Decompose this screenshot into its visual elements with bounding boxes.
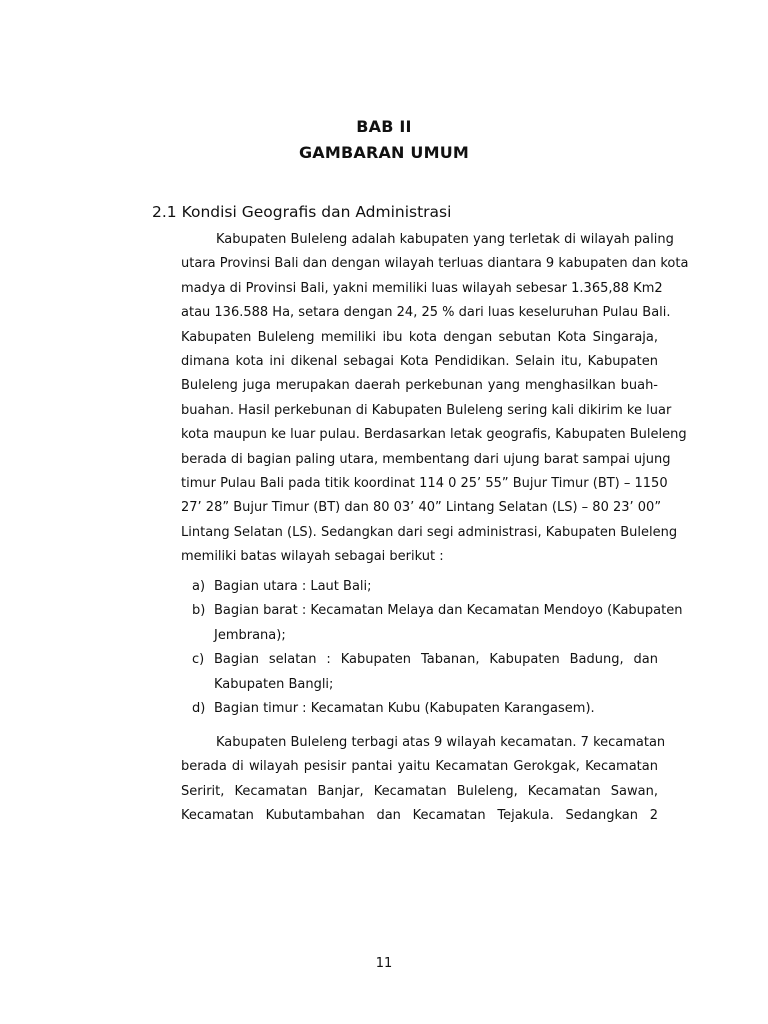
paragraph-line: Kabupaten Buleleng terbagi atas 9 wilayah kecamatan. 7 kecamatan bbox=[216, 735, 666, 750]
paragraph-line: Kecamatan Kubutambahan dan Kecamatan Tejakula. Sedangkan 2 bbox=[181, 808, 658, 824]
list-item bbox=[192, 648, 658, 697]
paragraph-line: Kabupaten Buleleng adalah kabupaten yang terletak di wilayah paling bbox=[216, 232, 674, 247]
paragraph-line: Seririt, Kecamatan Banjar, Kecamatan Buleleng, Kecamatan Sawan, bbox=[181, 783, 658, 799]
list-marker: d) bbox=[192, 701, 206, 717]
paragraph-line: Lintang Selatan (LS). Sedangkan dari segi administrasi, Kabupaten Buleleng bbox=[181, 524, 678, 540]
paragraph-line: timur Pulau Bali pada titik koordinat 114 0 25’ 55” Bujur Timur (BT) – 1150 bbox=[181, 476, 668, 492]
list-item bbox=[192, 575, 658, 599]
list-marker: c) bbox=[192, 652, 205, 668]
paragraph-line: Kabupaten Buleleng memiliki ibu kota dengan sebutan Kota Singaraja, bbox=[181, 329, 658, 345]
paragraph-line: atau 136.588 Ha, setara dengan 24, 25 % dari luas keseluruhan Pulau Bali. bbox=[181, 305, 671, 321]
list-item-text: Bagian selatan : Kabupaten Tabanan, Kabupaten Badung, dan bbox=[214, 652, 658, 668]
list-item-text: Bagian timur : Kecamatan Kubu (Kabupaten Karangasem). bbox=[214, 701, 595, 717]
paragraph-line: kota maupun ke luar pulau. Berdasarkan letak geografis, Kabupaten Buleleng bbox=[181, 427, 687, 443]
list-item bbox=[192, 599, 683, 648]
list-item-text: Bagian utara : Laut Bali; bbox=[214, 579, 372, 594]
list-item-text: Kabupaten Bangli; bbox=[214, 676, 334, 692]
paragraph-line: utara Provinsi Bali dan dengan wilayah terluas diantara 9 kabupaten dan kota bbox=[181, 256, 689, 272]
paragraph-districts bbox=[181, 731, 666, 829]
chapter-label: BAB II bbox=[356, 117, 412, 136]
page-number: 11 bbox=[375, 956, 393, 971]
paragraph-line: berada di bagian paling utara, membentang dari ujung barat sampai ujung bbox=[181, 451, 671, 467]
paragraph-line: madya di Provinsi Bali, yakni memiliki luas wilayah sebesar 1.365,88 Km2 bbox=[181, 280, 663, 296]
paragraph-line: buahan. Hasil perkebunan di Kabupaten Buleleng sering kali dikirim ke luar bbox=[181, 402, 672, 418]
list-item-text: Jembrana); bbox=[214, 627, 286, 643]
list-marker: a) bbox=[192, 579, 206, 594]
paragraph-line: Buleleng juga merupakan daerah perkebunan yang menghasilkan buah- bbox=[181, 378, 658, 394]
paragraph-line: berada di wilayah pesisir pantai yaitu Kecamatan Gerokgak, Kecamatan bbox=[181, 759, 658, 775]
paragraph-geography bbox=[181, 228, 689, 570]
paragraph-line: memiliki batas wilayah sebagai berikut : bbox=[181, 549, 444, 565]
chapter-title: GAMBARAN UMUM bbox=[298, 143, 470, 162]
section-heading: 2.1 Kondisi Geografis dan Administrasi bbox=[152, 203, 452, 221]
paragraph-line: 27’ 28” Bujur Timur (BT) dan 80 03’ 40” Lintang Selatan (LS) – 80 23’ 00” bbox=[181, 500, 662, 516]
list-item bbox=[192, 697, 658, 721]
list-marker: b) bbox=[192, 603, 206, 619]
boundary-list bbox=[192, 575, 683, 721]
list-item-text: Bagian barat : Kecamatan Melaya dan Kecamatan Mendoyo (Kabupaten bbox=[214, 603, 683, 619]
paragraph-line: dimana kota ini dikenal sebagai Kota Pendidikan. Selain itu, Kabupaten bbox=[181, 354, 658, 370]
